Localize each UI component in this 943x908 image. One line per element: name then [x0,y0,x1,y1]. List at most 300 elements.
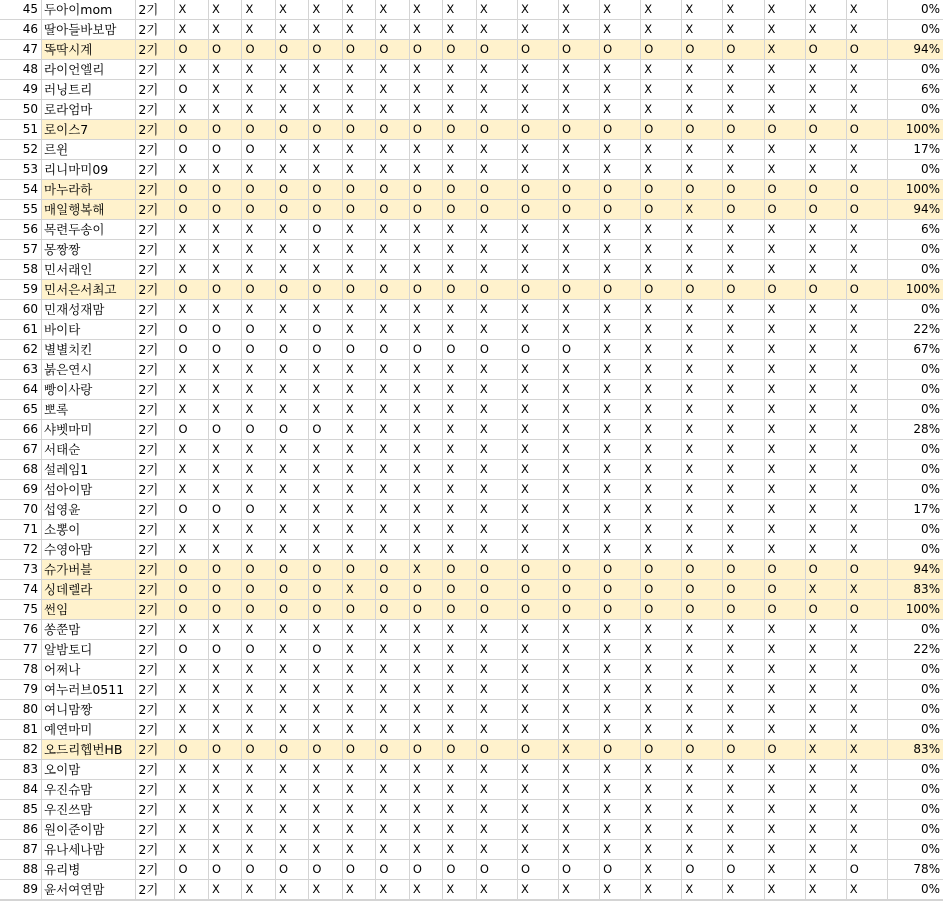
mark-cell[interactable]: X [175,660,208,679]
row-header[interactable]: 49 [0,80,42,99]
mark-cell[interactable]: X [343,80,376,99]
mark-cell[interactable]: X [343,620,376,639]
name-cell[interactable]: 마누라하 [42,180,136,199]
mark-cell[interactable]: X [806,460,847,479]
mark-cell[interactable]: X [175,240,208,259]
mark-cell[interactable]: X [410,560,443,579]
mark-cell[interactable]: X [806,620,847,639]
mark-cell[interactable]: X [309,880,342,899]
mark-cell[interactable]: X [242,260,275,279]
mark-cell[interactable]: O [242,580,275,599]
mark-cell[interactable]: O [209,860,242,879]
grade-cell[interactable]: 2기 [136,340,175,359]
mark-cell[interactable]: X [443,820,476,839]
mark-cell[interactable]: X [343,660,376,679]
percent-cell[interactable]: 0% [921,482,941,496]
mark-cell[interactable]: X [559,660,600,679]
mark-cell[interactable]: X [559,680,600,699]
mark-cell[interactable]: X [723,880,764,899]
row-header[interactable]: 48 [0,60,42,79]
mark-cell[interactable]: X [443,800,476,819]
mark-cell[interactable]: X [847,440,888,459]
name-cell[interactable]: 서태순 [42,440,136,459]
mark-cell[interactable]: X [276,60,309,79]
mark-cell[interactable]: X [518,360,559,379]
mark-cell[interactable]: X [410,440,443,459]
mark-cell[interactable]: O [376,200,409,219]
mark-cell[interactable]: X [276,460,309,479]
mark-cell[interactable]: O [175,340,208,359]
mark-cell[interactable]: X [806,420,847,439]
mark-cell[interactable]: X [518,160,559,179]
mark-cell[interactable]: X [559,700,600,719]
mark-cell[interactable]: X [242,880,275,899]
mark-cell[interactable]: O [276,860,309,879]
mark-cell[interactable]: X [343,320,376,339]
mark-cell[interactable]: X [847,580,888,599]
mark-cell[interactable]: O [641,200,682,219]
percent-cell[interactable]: 17% [913,502,941,516]
mark-cell[interactable]: X [376,260,409,279]
mark-cell[interactable]: X [276,800,309,819]
mark-cell[interactable]: O [242,180,275,199]
mark-cell[interactable]: X [600,340,641,359]
mark-cell[interactable]: O [847,560,888,579]
percent-cell[interactable]: 100% [905,122,941,136]
mark-cell[interactable]: X [209,20,242,39]
grade-cell[interactable]: 2기 [136,480,175,499]
mark-cell[interactable]: X [276,540,309,559]
row-header[interactable]: 84 [0,780,42,799]
mark-cell[interactable]: X [276,500,309,519]
mark-cell[interactable]: O [309,280,342,299]
mark-cell[interactable]: O [242,320,275,339]
mark-cell[interactable]: X [209,300,242,319]
mark-cell[interactable]: X [477,0,518,19]
mark-cell[interactable]: X [765,140,806,159]
mark-cell[interactable]: X [443,660,476,679]
percent-cell[interactable]: 6% [921,82,941,96]
mark-cell[interactable]: X [641,360,682,379]
mark-cell[interactable]: X [847,140,888,159]
mark-cell[interactable]: X [276,360,309,379]
mark-cell[interactable]: X [242,840,275,859]
percent-cell[interactable]: 0% [921,382,941,396]
mark-cell[interactable]: X [847,720,888,739]
mark-cell[interactable]: X [559,160,600,179]
mark-cell[interactable]: X [209,720,242,739]
mark-cell[interactable]: X [242,460,275,479]
name-cell[interactable]: 소뽕이 [42,520,136,539]
mark-cell[interactable]: X [559,720,600,739]
mark-cell[interactable]: X [723,520,764,539]
mark-cell[interactable]: X [682,0,723,19]
grade-cell[interactable]: 2기 [136,420,175,439]
mark-cell[interactable]: X [410,80,443,99]
mark-cell[interactable]: X [518,800,559,819]
mark-cell[interactable]: X [175,880,208,899]
mark-cell[interactable]: X [682,260,723,279]
mark-cell[interactable]: O [682,120,723,139]
mark-cell[interactable]: X [376,440,409,459]
mark-cell[interactable]: X [376,80,409,99]
mark-cell[interactable]: X [276,440,309,459]
mark-cell[interactable]: X [175,360,208,379]
mark-cell[interactable]: X [765,820,806,839]
mark-cell[interactable]: X [847,420,888,439]
mark-cell[interactable]: X [765,460,806,479]
mark-cell[interactable]: X [410,140,443,159]
mark-cell[interactable]: O [175,500,208,519]
mark-cell[interactable]: X [477,660,518,679]
mark-cell[interactable]: X [723,360,764,379]
mark-cell[interactable]: O [209,180,242,199]
mark-cell[interactable]: O [242,40,275,59]
mark-cell[interactable]: O [175,280,208,299]
mark-cell[interactable]: X [765,100,806,119]
mark-cell[interactable]: O [443,180,476,199]
mark-cell[interactable]: X [641,100,682,119]
mark-cell[interactable]: X [376,840,409,859]
mark-cell[interactable]: X [765,800,806,819]
mark-cell[interactable]: X [175,220,208,239]
mark-cell[interactable]: X [765,540,806,559]
mark-cell[interactable]: O [443,560,476,579]
mark-cell[interactable]: X [559,140,600,159]
mark-cell[interactable]: X [309,60,342,79]
percent-cell[interactable]: 0% [921,722,941,736]
mark-cell[interactable]: O [242,340,275,359]
mark-cell[interactable]: O [443,280,476,299]
mark-cell[interactable]: X [276,80,309,99]
mark-cell[interactable]: X [847,80,888,99]
mark-cell[interactable]: X [765,680,806,699]
mark-cell[interactable]: X [600,660,641,679]
mark-cell[interactable]: O [477,200,518,219]
mark-cell[interactable]: X [443,500,476,519]
mark-cell[interactable]: X [175,380,208,399]
mark-cell[interactable]: O [343,860,376,879]
mark-cell[interactable]: X [641,220,682,239]
mark-cell[interactable]: X [477,360,518,379]
mark-cell[interactable]: X [175,680,208,699]
mark-cell[interactable]: X [209,800,242,819]
mark-cell[interactable]: X [847,520,888,539]
mark-cell[interactable]: O [600,560,641,579]
mark-cell[interactable]: X [477,140,518,159]
mark-cell[interactable]: X [682,780,723,799]
grade-cell[interactable]: 2기 [136,60,175,79]
mark-cell[interactable]: O [209,420,242,439]
mark-cell[interactable]: O [847,600,888,619]
mark-cell[interactable]: X [806,820,847,839]
mark-cell[interactable]: X [600,220,641,239]
mark-cell[interactable]: O [309,640,342,659]
mark-cell[interactable]: X [410,0,443,19]
mark-cell[interactable]: X [518,620,559,639]
mark-cell[interactable]: X [276,320,309,339]
mark-cell[interactable]: X [806,80,847,99]
mark-cell[interactable]: X [276,660,309,679]
mark-cell[interactable]: O [682,280,723,299]
mark-cell[interactable]: X [847,380,888,399]
mark-cell[interactable]: X [443,20,476,39]
mark-cell[interactable]: O [443,40,476,59]
mark-cell[interactable]: X [641,20,682,39]
grade-cell[interactable]: 2기 [136,80,175,99]
mark-cell[interactable]: X [410,700,443,719]
mark-cell[interactable]: X [765,220,806,239]
mark-cell[interactable]: X [309,800,342,819]
mark-cell[interactable]: X [376,780,409,799]
mark-cell[interactable]: O [242,740,275,759]
mark-cell[interactable]: X [477,320,518,339]
mark-cell[interactable]: O [559,560,600,579]
mark-cell[interactable]: O [518,180,559,199]
mark-cell[interactable]: X [309,80,342,99]
mark-cell[interactable]: X [410,100,443,119]
mark-cell[interactable]: X [806,20,847,39]
mark-cell[interactable]: X [559,220,600,239]
mark-cell[interactable]: X [682,680,723,699]
mark-cell[interactable]: X [765,60,806,79]
mark-cell[interactable]: X [559,760,600,779]
grade-cell[interactable]: 2기 [136,580,175,599]
mark-cell[interactable]: O [242,560,275,579]
row-header[interactable]: 80 [0,700,42,719]
name-cell[interactable]: 목련두송이 [42,220,136,239]
mark-cell[interactable]: X [847,660,888,679]
mark-cell[interactable]: O [847,120,888,139]
mark-cell[interactable]: X [806,400,847,419]
percent-cell[interactable]: 0% [921,242,941,256]
grade-cell[interactable]: 2기 [136,440,175,459]
name-cell[interactable]: 러닝트리 [42,80,136,99]
mark-cell[interactable]: X [343,760,376,779]
mark-cell[interactable]: X [343,140,376,159]
mark-cell[interactable]: X [765,0,806,19]
mark-cell[interactable]: O [343,560,376,579]
mark-cell[interactable]: X [559,460,600,479]
percent-cell[interactable]: 0% [921,302,941,316]
mark-cell[interactable]: X [343,20,376,39]
mark-cell[interactable]: X [477,540,518,559]
mark-cell[interactable]: X [847,220,888,239]
mark-cell[interactable]: X [600,520,641,539]
name-cell[interactable]: 섭영윤 [42,500,136,519]
mark-cell[interactable]: X [309,300,342,319]
mark-cell[interactable]: X [376,820,409,839]
mark-cell[interactable]: X [847,500,888,519]
mark-cell[interactable]: O [518,40,559,59]
row-header[interactable]: 47 [0,40,42,59]
mark-cell[interactable]: X [641,640,682,659]
mark-cell[interactable]: X [276,0,309,19]
mark-cell[interactable]: X [641,780,682,799]
mark-cell[interactable]: X [765,440,806,459]
percent-cell[interactable]: 22% [913,322,941,336]
mark-cell[interactable]: O [175,860,208,879]
grade-cell[interactable]: 2기 [136,860,175,879]
mark-cell[interactable]: X [847,640,888,659]
mark-cell[interactable]: X [276,300,309,319]
mark-cell[interactable]: O [343,120,376,139]
mark-cell[interactable]: X [559,540,600,559]
mark-cell[interactable]: O [518,580,559,599]
mark-cell[interactable]: X [641,820,682,839]
mark-cell[interactable]: O [600,180,641,199]
name-cell[interactable]: 유리병 [42,860,136,879]
mark-cell[interactable]: X [309,440,342,459]
row-header[interactable]: 59 [0,280,42,299]
name-cell[interactable]: 민서래인 [42,260,136,279]
percent-cell[interactable]: 6% [921,222,941,236]
mark-cell[interactable]: X [723,700,764,719]
mark-cell[interactable]: X [309,160,342,179]
mark-cell[interactable]: O [242,600,275,619]
mark-cell[interactable]: X [559,300,600,319]
grade-cell[interactable]: 2기 [136,800,175,819]
mark-cell[interactable]: X [175,760,208,779]
mark-cell[interactable]: X [443,480,476,499]
mark-cell[interactable]: X [477,640,518,659]
mark-cell[interactable]: X [343,500,376,519]
row-header[interactable]: 53 [0,160,42,179]
mark-cell[interactable]: O [343,600,376,619]
mark-cell[interactable]: O [309,40,342,59]
row-header[interactable]: 50 [0,100,42,119]
name-cell[interactable]: 붉은연시 [42,360,136,379]
percent-cell[interactable]: 22% [913,642,941,656]
grade-cell[interactable]: 2기 [136,680,175,699]
mark-cell[interactable]: X [276,760,309,779]
row-header[interactable]: 64 [0,380,42,399]
mark-cell[interactable]: X [806,160,847,179]
mark-cell[interactable]: X [682,20,723,39]
mark-cell[interactable]: X [682,800,723,819]
grade-cell[interactable]: 2기 [136,500,175,519]
mark-cell[interactable]: X [847,880,888,899]
mark-cell[interactable]: X [682,700,723,719]
mark-cell[interactable]: X [175,400,208,419]
mark-cell[interactable]: X [600,20,641,39]
mark-cell[interactable]: X [806,140,847,159]
mark-cell[interactable]: O [847,860,888,879]
mark-cell[interactable]: O [518,860,559,879]
mark-cell[interactable]: X [641,160,682,179]
mark-cell[interactable]: X [376,400,409,419]
mark-cell[interactable]: X [847,0,888,19]
grade-cell[interactable]: 2기 [136,240,175,259]
mark-cell[interactable]: X [723,840,764,859]
mark-cell[interactable]: X [682,720,723,739]
mark-cell[interactable]: X [847,760,888,779]
mark-cell[interactable]: X [209,0,242,19]
mark-cell[interactable]: X [518,420,559,439]
mark-cell[interactable]: X [376,100,409,119]
mark-cell[interactable]: X [559,400,600,419]
mark-cell[interactable]: X [242,820,275,839]
mark-cell[interactable]: X [209,760,242,779]
mark-cell[interactable]: X [600,700,641,719]
mark-cell[interactable]: O [723,40,764,59]
mark-cell[interactable]: O [410,200,443,219]
mark-cell[interactable]: X [559,780,600,799]
mark-cell[interactable]: X [276,780,309,799]
mark-cell[interactable]: X [376,640,409,659]
mark-cell[interactable]: O [477,560,518,579]
mark-cell[interactable]: X [518,400,559,419]
mark-cell[interactable]: O [209,120,242,139]
mark-cell[interactable]: X [376,660,409,679]
name-cell[interactable]: 수영아맘 [42,540,136,559]
mark-cell[interactable]: X [806,480,847,499]
mark-cell[interactable]: O [309,580,342,599]
mark-cell[interactable]: X [276,220,309,239]
mark-cell[interactable]: O [641,600,682,619]
percent-cell[interactable]: 0% [921,462,941,476]
mark-cell[interactable]: X [847,160,888,179]
mark-cell[interactable]: X [518,700,559,719]
percent-cell[interactable]: 83% [913,582,941,596]
mark-cell[interactable]: O [559,180,600,199]
mark-cell[interactable]: X [209,880,242,899]
mark-cell[interactable]: X [242,240,275,259]
mark-cell[interactable]: X [518,260,559,279]
mark-cell[interactable]: X [443,80,476,99]
mark-cell[interactable]: X [309,620,342,639]
mark-cell[interactable]: X [209,520,242,539]
mark-cell[interactable]: X [600,160,641,179]
mark-cell[interactable]: X [806,740,847,759]
grade-cell[interactable]: 2기 [136,620,175,639]
mark-cell[interactable]: X [477,260,518,279]
mark-cell[interactable]: X [477,520,518,539]
mark-cell[interactable]: X [559,880,600,899]
mark-cell[interactable]: X [806,880,847,899]
row-header[interactable]: 66 [0,420,42,439]
mark-cell[interactable]: X [477,680,518,699]
mark-cell[interactable]: X [443,160,476,179]
mark-cell[interactable]: X [765,320,806,339]
mark-cell[interactable]: X [376,680,409,699]
row-header[interactable]: 57 [0,240,42,259]
name-cell[interactable]: 예연마미 [42,720,136,739]
mark-cell[interactable]: X [600,680,641,699]
mark-cell[interactable]: X [209,60,242,79]
mark-cell[interactable]: X [600,140,641,159]
grade-cell[interactable]: 2기 [136,140,175,159]
mark-cell[interactable]: X [600,60,641,79]
mark-cell[interactable]: X [343,640,376,659]
mark-cell[interactable]: O [209,580,242,599]
mark-cell[interactable]: X [682,140,723,159]
mark-cell[interactable]: X [765,420,806,439]
mark-cell[interactable]: X [443,100,476,119]
percent-cell[interactable]: 0% [921,802,941,816]
mark-cell[interactable]: X [559,260,600,279]
mark-cell[interactable]: X [518,80,559,99]
mark-cell[interactable]: X [806,260,847,279]
mark-cell[interactable]: X [343,220,376,239]
mark-cell[interactable]: X [641,380,682,399]
mark-cell[interactable]: X [309,500,342,519]
mark-cell[interactable]: X [343,720,376,739]
mark-cell[interactable]: X [443,760,476,779]
mark-cell[interactable]: X [641,500,682,519]
mark-cell[interactable]: O [209,640,242,659]
mark-cell[interactable]: O [559,600,600,619]
